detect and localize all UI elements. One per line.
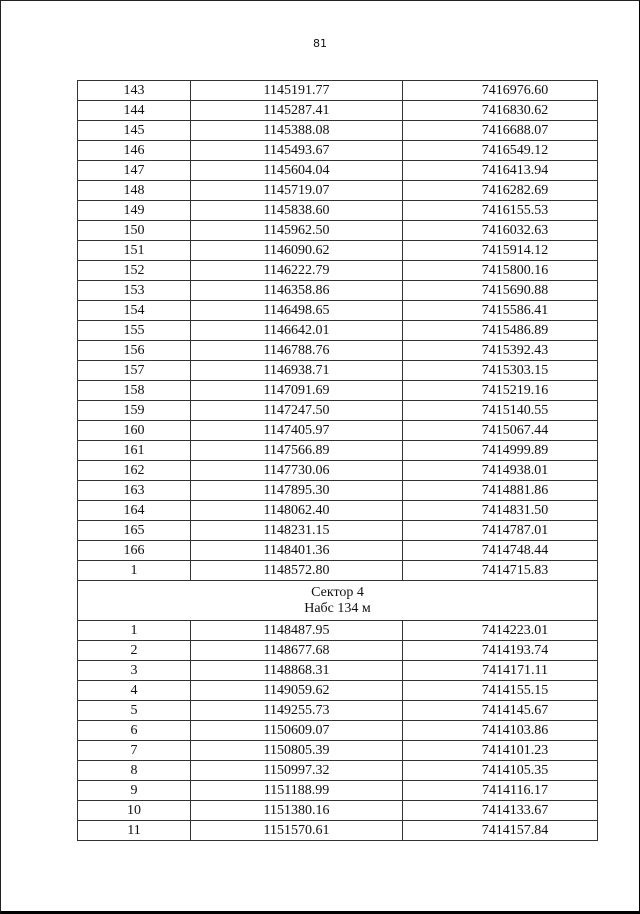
x-coordinate-cell: 1146642.01 bbox=[191, 321, 403, 341]
x-coordinate-cell: 1150609.07 bbox=[191, 721, 403, 741]
table-row bbox=[78, 401, 598, 421]
table-row bbox=[78, 801, 598, 821]
y-coordinate-cell: 7415690.88 bbox=[403, 281, 598, 301]
table-body-after bbox=[78, 621, 598, 841]
x-coordinate-cell: 1151188.99 bbox=[191, 781, 403, 801]
section-header-cell bbox=[78, 581, 598, 621]
point-number-cell: 6 bbox=[78, 721, 191, 741]
x-coordinate-cell: 1147247.50 bbox=[191, 401, 403, 421]
table-body-before bbox=[78, 81, 598, 581]
x-coordinate-cell: 1148868.31 bbox=[191, 661, 403, 681]
table-row bbox=[78, 681, 598, 701]
point-number-cell: 166 bbox=[78, 541, 191, 561]
point-number-cell: 143 bbox=[78, 81, 191, 101]
point-number-cell: 144 bbox=[78, 101, 191, 121]
point-number-cell: 154 bbox=[78, 301, 191, 321]
x-coordinate-cell: 1149255.73 bbox=[191, 701, 403, 721]
point-number-cell: 145 bbox=[78, 121, 191, 141]
point-number-cell: 10 bbox=[78, 801, 191, 821]
x-coordinate-cell: 1146090.62 bbox=[191, 241, 403, 261]
y-coordinate-cell: 7416549.12 bbox=[403, 141, 598, 161]
y-coordinate-cell: 7416413.94 bbox=[403, 161, 598, 181]
x-coordinate-cell: 1148572.80 bbox=[191, 561, 403, 581]
x-coordinate-cell: 1147730.06 bbox=[191, 461, 403, 481]
table-row bbox=[78, 501, 598, 521]
table-row bbox=[78, 561, 598, 581]
x-coordinate-cell: 1148487.95 bbox=[191, 621, 403, 641]
x-coordinate-cell: 1147566.89 bbox=[191, 441, 403, 461]
table-row bbox=[78, 641, 598, 661]
y-coordinate-cell: 7415219.16 bbox=[403, 381, 598, 401]
table-row bbox=[78, 101, 598, 121]
y-coordinate-cell: 7414999.89 bbox=[403, 441, 598, 461]
point-number-cell: 146 bbox=[78, 141, 191, 161]
table-row bbox=[78, 321, 598, 341]
y-coordinate-cell: 7414831.50 bbox=[403, 501, 598, 521]
table-row bbox=[78, 241, 598, 261]
point-number-cell: 155 bbox=[78, 321, 191, 341]
coordinates-table bbox=[77, 80, 598, 841]
table-row bbox=[78, 741, 598, 761]
y-coordinate-cell: 7414881.86 bbox=[403, 481, 598, 501]
table-row bbox=[78, 341, 598, 361]
table-row bbox=[78, 141, 598, 161]
y-coordinate-cell: 7415140.55 bbox=[403, 401, 598, 421]
y-coordinate-cell: 7414103.86 bbox=[403, 721, 598, 741]
point-number-cell: 148 bbox=[78, 181, 191, 201]
y-coordinate-cell: 7414193.74 bbox=[403, 641, 598, 661]
table-row bbox=[78, 121, 598, 141]
point-number-cell: 149 bbox=[78, 201, 191, 221]
x-coordinate-cell: 1146498.65 bbox=[191, 301, 403, 321]
y-coordinate-cell: 7416688.07 bbox=[403, 121, 598, 141]
y-coordinate-cell: 7414133.67 bbox=[403, 801, 598, 821]
x-coordinate-cell: 1145493.67 bbox=[191, 141, 403, 161]
table-row bbox=[78, 221, 598, 241]
x-coordinate-cell: 1145191.77 bbox=[191, 81, 403, 101]
y-coordinate-cell: 7415392.43 bbox=[403, 341, 598, 361]
point-number-cell: 4 bbox=[78, 681, 191, 701]
x-coordinate-cell: 1151380.16 bbox=[191, 801, 403, 821]
x-coordinate-cell: 1145287.41 bbox=[191, 101, 403, 121]
y-coordinate-cell: 7416032.63 bbox=[403, 221, 598, 241]
y-coordinate-cell: 7414787.01 bbox=[403, 521, 598, 541]
point-number-cell: 150 bbox=[78, 221, 191, 241]
table-row bbox=[78, 521, 598, 541]
x-coordinate-cell: 1145838.60 bbox=[191, 201, 403, 221]
point-number-cell: 156 bbox=[78, 341, 191, 361]
page-number: 81 bbox=[313, 37, 327, 50]
point-number-cell: 7 bbox=[78, 741, 191, 761]
table-row bbox=[78, 461, 598, 481]
x-coordinate-cell: 1150805.39 bbox=[191, 741, 403, 761]
table-row bbox=[78, 441, 598, 461]
table-row bbox=[78, 301, 598, 321]
point-number-cell: 161 bbox=[78, 441, 191, 461]
table-row bbox=[78, 261, 598, 281]
y-coordinate-cell: 7415486.89 bbox=[403, 321, 598, 341]
x-coordinate-cell: 1147405.97 bbox=[191, 421, 403, 441]
y-coordinate-cell: 7415586.41 bbox=[403, 301, 598, 321]
table-row bbox=[78, 541, 598, 561]
point-number-cell: 157 bbox=[78, 361, 191, 381]
point-number-cell: 11 bbox=[78, 821, 191, 841]
x-coordinate-cell: 1145719.07 bbox=[191, 181, 403, 201]
section-header-body bbox=[78, 581, 598, 621]
x-coordinate-cell: 1145604.04 bbox=[191, 161, 403, 181]
x-coordinate-cell: 1149059.62 bbox=[191, 681, 403, 701]
table-row bbox=[78, 701, 598, 721]
y-coordinate-cell: 7414101.23 bbox=[403, 741, 598, 761]
point-number-cell: 162 bbox=[78, 461, 191, 481]
table-row bbox=[78, 81, 598, 101]
y-coordinate-cell: 7415914.12 bbox=[403, 241, 598, 261]
x-coordinate-cell: 1145388.08 bbox=[191, 121, 403, 141]
point-number-cell: 9 bbox=[78, 781, 191, 801]
y-coordinate-cell: 7416830.62 bbox=[403, 101, 598, 121]
x-coordinate-cell: 1148062.40 bbox=[191, 501, 403, 521]
x-coordinate-cell: 1146788.76 bbox=[191, 341, 403, 361]
point-number-cell: 165 bbox=[78, 521, 191, 541]
table-row bbox=[78, 161, 598, 181]
table-row bbox=[78, 821, 598, 841]
point-number-cell: 8 bbox=[78, 761, 191, 781]
table-row bbox=[78, 181, 598, 201]
table-row bbox=[78, 661, 598, 681]
x-coordinate-cell: 1150997.32 bbox=[191, 761, 403, 781]
point-number-cell: 2 bbox=[78, 641, 191, 661]
point-number-cell: 5 bbox=[78, 701, 191, 721]
y-coordinate-cell: 7414938.01 bbox=[403, 461, 598, 481]
y-coordinate-cell: 7414145.67 bbox=[403, 701, 598, 721]
y-coordinate-cell: 7414155.15 bbox=[403, 681, 598, 701]
table-row bbox=[78, 761, 598, 781]
y-coordinate-cell: 7414105.35 bbox=[403, 761, 598, 781]
x-coordinate-cell: 1146222.79 bbox=[191, 261, 403, 281]
x-coordinate-cell: 1145962.50 bbox=[191, 221, 403, 241]
y-coordinate-cell: 7414157.84 bbox=[403, 821, 598, 841]
y-coordinate-cell: 7414223.01 bbox=[403, 621, 598, 641]
x-coordinate-cell: 1147091.69 bbox=[191, 381, 403, 401]
table-row bbox=[78, 361, 598, 381]
point-number-cell: 1 bbox=[78, 561, 191, 581]
section-subtitle: Набс 134 м bbox=[304, 600, 371, 616]
y-coordinate-cell: 7415800.16 bbox=[403, 261, 598, 281]
x-coordinate-cell: 1146938.71 bbox=[191, 361, 403, 381]
x-coordinate-cell: 1148231.15 bbox=[191, 521, 403, 541]
y-coordinate-cell: 7414748.44 bbox=[403, 541, 598, 561]
x-coordinate-cell: 1146358.86 bbox=[191, 281, 403, 301]
x-coordinate-cell: 1148677.68 bbox=[191, 641, 403, 661]
point-number-cell: 160 bbox=[78, 421, 191, 441]
point-number-cell: 1 bbox=[78, 621, 191, 641]
x-coordinate-cell: 1148401.36 bbox=[191, 541, 403, 561]
point-number-cell: 159 bbox=[78, 401, 191, 421]
y-coordinate-cell: 7415303.15 bbox=[403, 361, 598, 381]
point-number-cell: 3 bbox=[78, 661, 191, 681]
y-coordinate-cell: 7414116.17 bbox=[403, 781, 598, 801]
section-title: Сектор 4 bbox=[311, 584, 364, 600]
x-coordinate-cell: 1147895.30 bbox=[191, 481, 403, 501]
point-number-cell: 153 bbox=[78, 281, 191, 301]
table-row bbox=[78, 421, 598, 441]
y-coordinate-cell: 7416976.60 bbox=[403, 81, 598, 101]
y-coordinate-cell: 7416155.53 bbox=[403, 201, 598, 221]
table-row bbox=[78, 781, 598, 801]
table-row bbox=[78, 201, 598, 221]
point-number-cell: 164 bbox=[78, 501, 191, 521]
table-row bbox=[78, 381, 598, 401]
table-row bbox=[78, 721, 598, 741]
table-row bbox=[78, 281, 598, 301]
point-number-cell: 152 bbox=[78, 261, 191, 281]
table-row bbox=[78, 481, 598, 501]
y-coordinate-cell: 7414171.11 bbox=[403, 661, 598, 681]
point-number-cell: 147 bbox=[78, 161, 191, 181]
table-row bbox=[78, 621, 598, 641]
y-coordinate-cell: 7414715.83 bbox=[403, 561, 598, 581]
y-coordinate-cell: 7415067.44 bbox=[403, 421, 598, 441]
y-coordinate-cell: 7416282.69 bbox=[403, 181, 598, 201]
point-number-cell: 158 bbox=[78, 381, 191, 401]
point-number-cell: 151 bbox=[78, 241, 191, 261]
section-header-row bbox=[78, 581, 598, 621]
point-number-cell: 163 bbox=[78, 481, 191, 501]
x-coordinate-cell: 1151570.61 bbox=[191, 821, 403, 841]
